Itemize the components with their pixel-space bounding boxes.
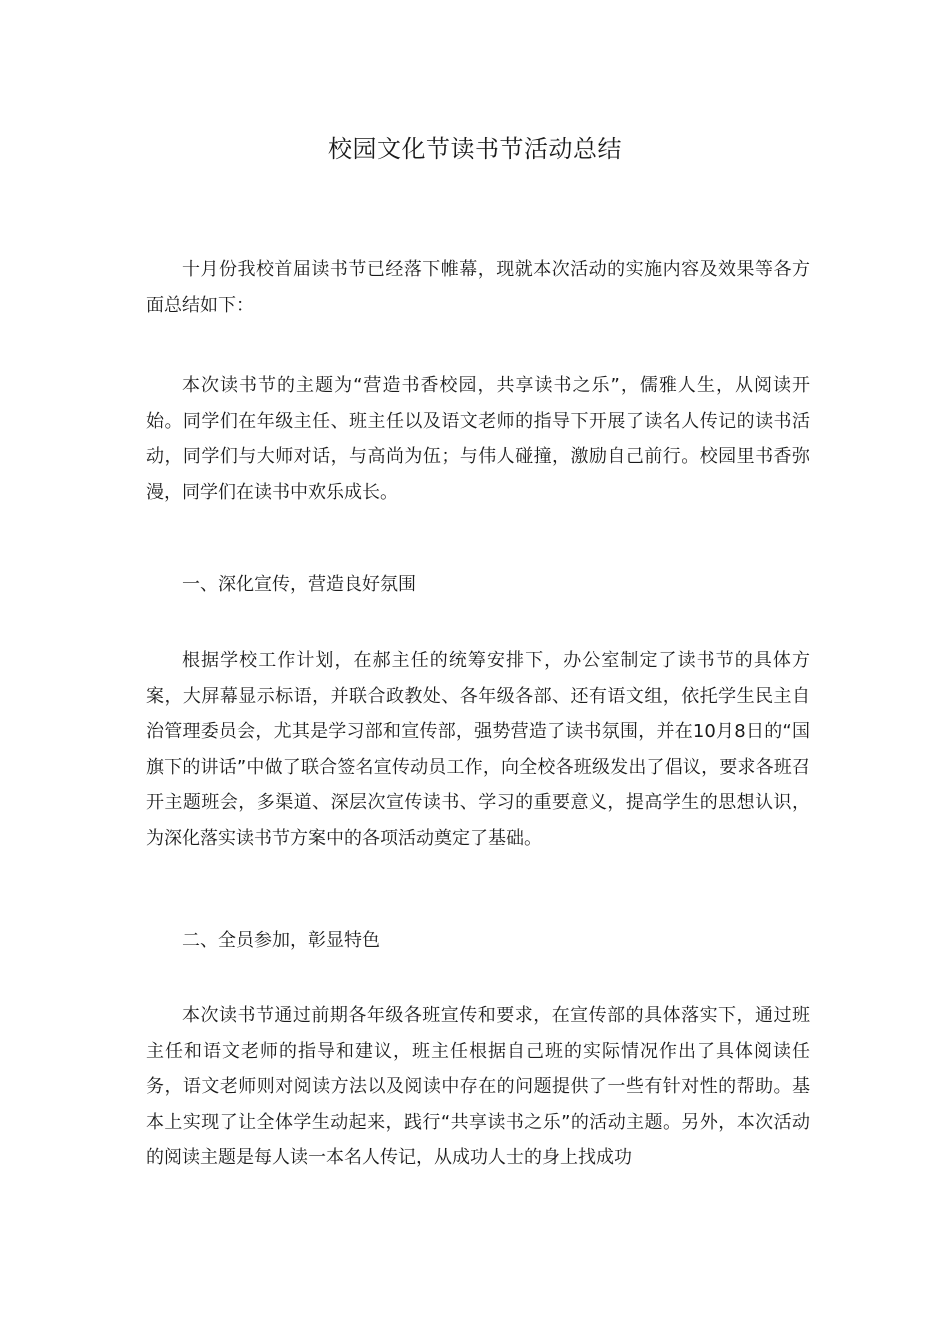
document-title: 校园文化节读书节活动总结 xyxy=(328,135,622,163)
theme-paragraph: 本次读书节的主题为“营造书香校园，共享读书之乐”，儒雅人生，从阅读开始。同学们在年级主任、班主任以及语文老师的指导下开展了读名人传记的读书活动，同学们与大师对话，与高尚为伍；与伟人碰撞，激励自己前行。校园里书香弥漫，同学们在读书中欢乐成长。 xyxy=(146,375,810,503)
section-1-paragraph: 根据学校工作计划，在郝主任的统筹安排下，办公室制定了读书节的具体方案，大屏幕显示标语，并联合政教处、各年级各部、还有语文组，依托学生民主自治管理委员会，尤其是学习部和宣传部，强势营造了读书氛围，并在10月8日的“国旗下的讲话”中做了联合签名宣传动员工作，向全校各班级发出了倡议，要求各班召开主题班会，多渠道、深层次宣传读书、学习的重要意义，提高学生的思想认识，为深化落实读书节方案中的各项活动奠定了基础。 xyxy=(146,650,810,849)
section-heading-2: 二、全员参加，彰显特色 xyxy=(182,930,380,951)
intro-paragraph: 十月份我校首届读书节已经落下帷幕，现就本次活动的实施内容及效果等各方面总结如下： xyxy=(146,259,810,316)
section-heading-1: 一、深化宣传，营造良好氛围 xyxy=(182,574,416,595)
section-2-paragraph: 本次读书节通过前期各年级各班宣传和要求，在宣传部的具体落实下，通过班主任和语文老师的指导和建议，班主任根据自己班的实际情况作出了具体阅读任务，语文老师则对阅读方法以及阅读中存在的问题提供了一些有针对性的帮助。基本上实现了让全体学生动起来，践行“共享读书之乐”的活动主题。另外，本次活动的阅读主题是每人读一本名人传记，从成功人士的身上找成功 xyxy=(146,1005,810,1168)
